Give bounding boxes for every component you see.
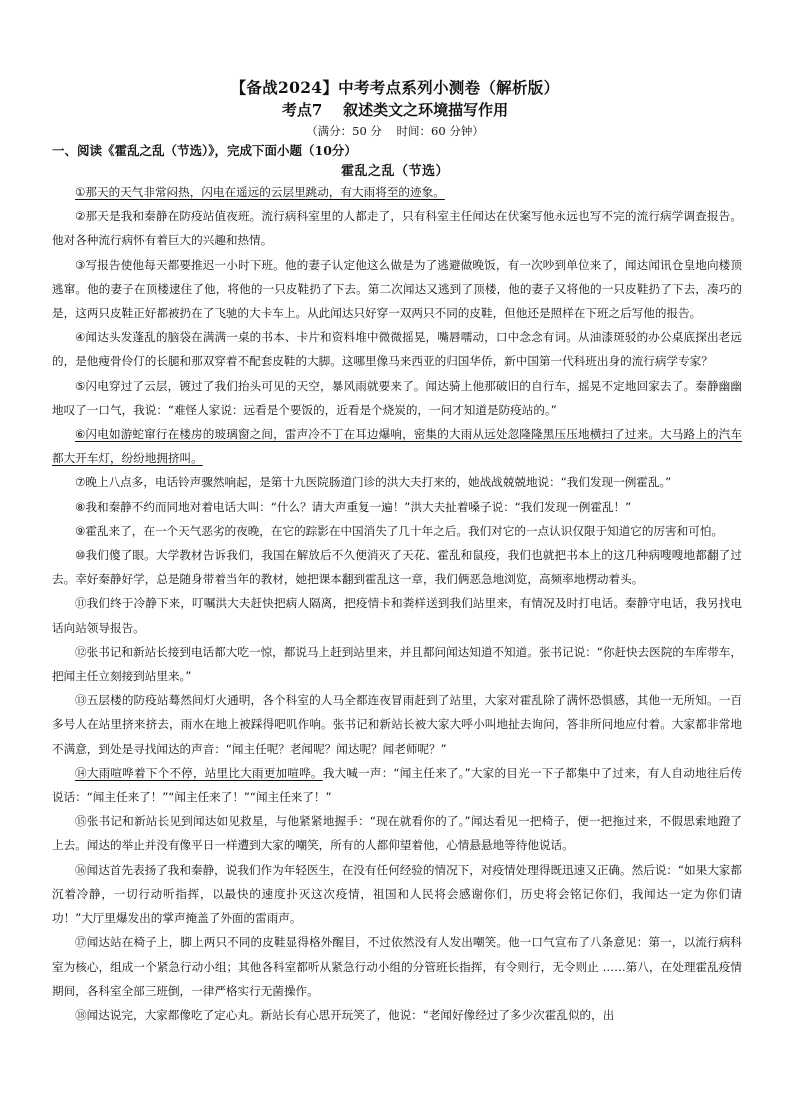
paragraph-5 [52,374,742,422]
paragraph-17 [52,930,742,1003]
paragraph-text: ⑦晚上八点多，电话铃声骤然响起，是第十九医院肠道门诊的洪大夫打来的，她战战兢兢地说：“我们发现一例霍乱。” [75,475,672,490]
paragraph-text: ⑤闪电穿过了云层，镀过了我们抬头可见的天空，暴风雨就要来了。闻达骑上他那破旧的自行车，摇晃不定地回家去了。秦静幽幽地叹了一口气，我说：“难怪人家说：远看是个要饭的，近看是个烧炭的，一问才知道是防疫站的。” [52,378,742,417]
paragraph-11 [52,591,742,639]
paragraph-text: 我大喊一声：“闻主任来了。”大家的目光一下子都集中了过来，有人自动地往后传说话：“闻主任来了！”“闻主任来了！”“闻主任来了！” [52,765,742,805]
paragraph-text: ⑱闻达说完，大家都像吃了定心丸。新站长有心思开玩笑了，他说：“老闻好像经过了多少次霍乱似的，出 [75,1007,615,1022]
paragraph-2 [52,204,742,252]
document-title: 【备战2024】中考考点系列小测卷（解析版） [230,78,560,97]
paragraph-16 [52,858,742,931]
paragraph-14 [52,761,742,809]
underlined-text: ①那天的天气非常闷热，闪电在遥远的云层里跳动，有大雨将至的迹象。 [75,185,445,199]
paragraph-text: ⑬五层楼的防疫站蓦然间灯火通明，各个科室的人马全都连夜冒雨赶到了站里，大家对霍乱除了满怀恐惧感，其他一无所知。一百多号人在站里挤来挤去，雨水在地上被踩得吧叽作响。张书记和新站长被大家大呼小叫地扯去询问，答非所问地应付着。大家都非常地不满意，到处是寻找闻达的声音：“闻主任呢？老闻呢？闻达呢？闻老师呢？” [52,693,742,756]
underlined-text: ⑥闪电如游蛇窜行在楼房的玻璃窗之间，雷声冷不丁在耳边爆响，密集的大雨从远处忽隆隆黑压压地横扫了过来。大马路上的汽车都大开车灯，纷纷地拥挤叫。 [52,427,742,466]
paragraph-12 [52,640,742,688]
paragraph-10 [52,543,742,591]
paragraph-text: ⑰闻达站在椅子上，脚上两只不同的皮鞋显得格外醒目，不过依然没有人发出嘲笑。他一口气宣布了八条意见：第一，以流行病科室为核心，组成一个紧急行动小组；其他各科室都听从紧急行动小组的分管班长指挥，有令则行，无令则止 ……第八，在处理霍乱疫情期间，各科室全部三班倒，一律严格实行无菌操作。 [52,935,742,998]
paragraph-18 [52,1003,742,1027]
paragraph-15 [52,809,742,857]
question-heading: 一、阅读《霍乱之乱（节选）》，完成下面小题（10分） [52,143,357,158]
paragraph-9 [52,519,742,543]
passage-title: 霍乱之乱（节选） [340,164,449,179]
paragraph-text: ⑫张书记和新站长接到电话都大吃一惊，都说马上赶到站里来，并且都问闻达知道不知道。张书记说：“你赶快去医院的车库带车，把闻主任立刻接到站里来。” [52,644,742,684]
paragraph-8 [52,495,742,519]
paragraph-text: ⑨霍乱来了，在一个天气恶劣的夜晚，在它的踪影在中国消失了几十年之后。我们对它的一点认识仅限于知道它的厉害和可怕。 [75,523,724,538]
paragraph-7 [52,470,742,494]
underlined-text: ⑭大雨喧哗着下个不停，站里比大雨更加喧哗。 [75,765,323,780]
paragraph-4 [52,325,742,373]
paragraph-6 [52,422,742,470]
paragraph-text: ⑪我们终于冷静下来，叮嘱洪大夫赶快把病人隔离，把疫情卡和粪样送到我们站里来，有情况及时打电话。秦静守电话，我另找电话向站领导报告。 [52,596,742,635]
paragraph-text: ⑯闻达首先表扬了我和秦静，说我们作为年轻医生，在没有任何经验的情况下，对疫情处理得既迅速又正确。然后说：“如果大家都沉着冷静，一切行动听指挥，以最快的速度扑灭这次疫情，祖国和人民将会感谢你们，历史将会铭记你们，我闻达一定为你们请功！”大厅里爆发出的掌声掩盖了外面的雷雨声。 [52,862,742,926]
document-subtitle: 考点7 叙述类文之环境描写作用 [281,101,509,119]
paragraph-text: ⑩我们傻了眼。大学教材告诉我们，我国在解放后不久便消灭了天花、霍乱和鼠疫，我们也就把书本上的这几种病嗖嗖地都翻了过去。幸好秦静好学，总是随身带着当年的教材，她把课本翻到霍乱这一章，我们俩恶急地浏览，高频率地楞动着头。 [52,548,742,587]
score-time-info: （满分：50 分 时间：60 分钟） [306,124,484,138]
paragraph-text: ④闻达头发蓬乱的脑袋在满满一桌的书本、卡片和资料堆中微微摇晃，嘴唇嚅动，口中念念有词。从油漆斑驳的办公桌底探出老远的，是他瘦骨伶仃的长腿和那双穿着不配套皮鞋的大脚。这哪里像马来西亚的归国华侨，新中国第一代科班出身的流行病学专家？ [52,330,742,369]
paragraph-text: ⑮张书记和新站长见到闻达如见救星，与他紧紧地握手：“现在就看你的了。”闻达看见一把椅子，便一把拖过来，不假思索地蹬了上去。闻达的举止并没有像平日一样遭到大家的嘲笑，所有的人都仰望着他，心情悬悬地等待他说话。 [52,814,742,853]
passage-body [52,180,742,1027]
paragraph-text: ⑧我和秦静不约而同地对着电话大叫：“什么？请大声重复一遍！”洪大夫扯着嗓子说：“我们发现一例霍乱！” [75,499,632,514]
paragraph-1 [52,180,742,204]
paragraph-text: ②那天是我和秦静在防疫站值夜班。流行病科室里的人都走了，只有科室主任闻达在伏案写他永远也写不完的流行病学调查报告。他对各种流行病怀有着巨大的兴趣和热情。 [52,209,742,248]
paragraph-3 [52,253,742,326]
paragraph-text: ③写报告使他每天都要推迟一小时下班。他的妻子认定他这么做是为了逃避做晚饭，有一次吵到单位来了，闻达闻讯仓皇地向楼顶逃窜。他的妻子在顶楼逮住了他，将他的一只皮鞋扔了下去。第二次闻达又逃到了顶楼，他的妻子又将他的一只皮鞋扔了下去，凑巧的是，这两只皮鞋正好都被扔在了飞驰的大卡车上。从此闻达只好穿一双两只不同的皮鞋，但他还是照样在下班之后写他的报告。 [52,257,742,321]
paragraph-13 [52,688,742,761]
